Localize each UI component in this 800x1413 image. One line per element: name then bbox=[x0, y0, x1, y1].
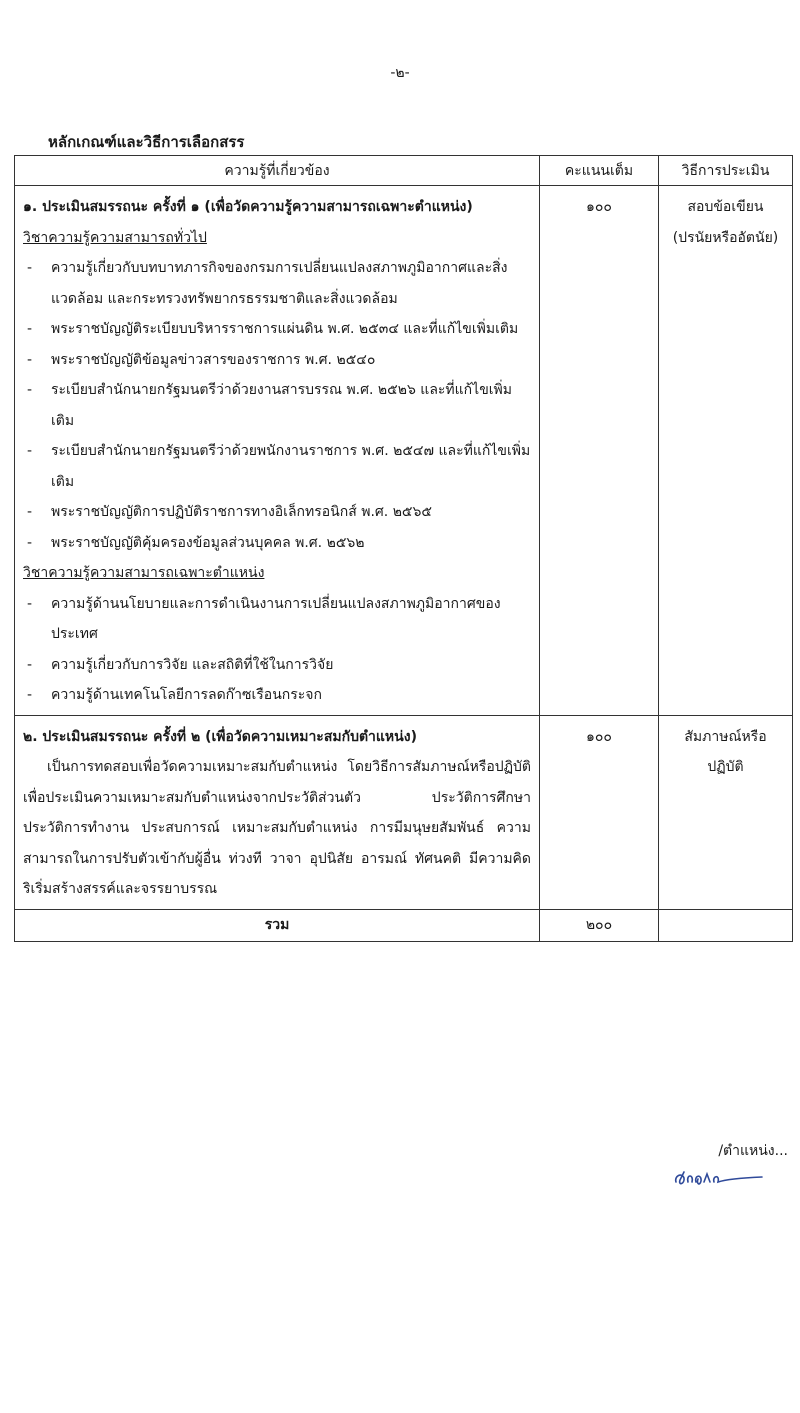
total-label: รวม bbox=[15, 909, 540, 941]
page-number: -๒- bbox=[390, 65, 410, 81]
section1-method: สอบข้อเขียน (ปรนัยหรืออัตนัย) bbox=[672, 199, 779, 246]
header-knowledge: ความรู้ที่เกี่ยวข้อง bbox=[15, 156, 540, 186]
header-method: วิธีการประเมิน bbox=[659, 156, 793, 186]
list-item: - ความรู้เกี่ยวกับการวิจัย และสถิติที่ใช้ในการวิจัย bbox=[27, 656, 334, 673]
total-row bbox=[15, 909, 793, 941]
section1-score-cell bbox=[540, 186, 659, 716]
list-item: - พระราชบัญญัติคุ้มครองข้อมูลส่วนบุคคล พ.ศ. ๒๕๖๒ bbox=[27, 534, 365, 551]
specific-knowledge-title: วิชาความรู้ความสามารถเฉพาะตำแหน่ง bbox=[23, 565, 265, 581]
section1-method-cell bbox=[659, 186, 793, 716]
criteria-table bbox=[14, 155, 793, 942]
list-item: - ระเบียบสำนักนายกรัฐมนตรีว่าด้วยพนักงานราชการ พ.ศ. ๒๕๔๗ และที่แก้ไขเพิ่มเติม bbox=[27, 443, 531, 490]
total-score: ๒๐๐ bbox=[540, 909, 659, 941]
section-heading: หลักเกณฑ์และวิธีการเลือกสรร bbox=[48, 133, 245, 151]
section1-content bbox=[15, 186, 540, 716]
list-item: - ระเบียบสำนักนายกรัฐมนตรีว่าด้วยงานสารบรรณ พ.ศ. ๒๕๒๖ และที่แก้ไขเพิ่มเติม bbox=[27, 382, 513, 429]
section1-title: ๑. ประเมินสมรรถนะ ครั้งที่ ๑ (เพื่อวัดความรู้ความสามารถเฉพาะตำแหน่ง) bbox=[23, 199, 473, 215]
table-header-row bbox=[15, 156, 793, 186]
section2-score: ๑๐๐ bbox=[586, 728, 612, 745]
section2-title: ๒. ประเมินสมรรถนะ ครั้งที่ ๒ (เพื่อวัดความเหมาะสมกับตำแหน่ง) bbox=[23, 728, 417, 745]
header-full-score: คะแนนเต็ม bbox=[540, 156, 659, 186]
continuation-text: /ตำแหน่ง... bbox=[718, 1143, 788, 1159]
list-item: - ความรู้ด้านนโยบายและการดำเนินงานการเปลี่ยนแปลงสภาพภูมิอากาศของประเทศ bbox=[27, 595, 501, 642]
section2-content bbox=[15, 715, 540, 909]
table-row bbox=[15, 715, 793, 909]
list-item: - ความรู้ด้านเทคโนโลยีการลดก๊าซเรือนกระจก bbox=[27, 687, 322, 703]
section2-method-cell bbox=[659, 715, 793, 909]
signature-icon bbox=[670, 1162, 770, 1192]
general-knowledge-title: วิชาความรู้ความสามารถทั่วไป bbox=[23, 229, 207, 246]
signature bbox=[670, 1162, 770, 1196]
list-item: - พระราชบัญญัติการปฏิบัติราชการทางอิเล็กทรอนิกส์ พ.ศ. ๒๕๖๕ bbox=[27, 504, 432, 520]
section1-score: ๑๐๐ bbox=[586, 199, 612, 215]
section2-description: เป็นการทดสอบเพื่อวัดความเหมาะสมกับตำแหน่ง โดยวิธีการสัมภาษณ์หรือปฏิบัติ เพื่อประเมินความเหมาะสมกับตำแหน่งจากประวัติส่วนตัว ประวัติการศึกษา ประวัติการทำงาน ประสบการณ์ เหมาะสมกับตำแหน่ง การมีมนุษยสัมพันธ์ ความสามารถในการปรับตัวเข้ากับผู้อื่น ท่วงที วาจา อุปนิสัย อารมณ์ ทัศนคติ มีความคิดริเริ่มสร้างสรรค์และจรรยาบรรณ bbox=[23, 759, 531, 897]
list-item: - พระราชบัญญัติข้อมูลข่าวสารของราชการ พ.ศ. ๒๕๔๐ bbox=[27, 351, 376, 368]
table-row bbox=[15, 186, 793, 716]
section2-method: สัมภาษณ์หรือปฏิบัติ bbox=[684, 728, 767, 775]
list-item: - พระราชบัญญัติระเบียบบริหารราชการแผ่นดิน พ.ศ. ๒๕๓๔ และที่แก้ไขเพิ่มเติม bbox=[27, 321, 519, 337]
list-item: - ความรู้เกี่ยวกับบทบาทภารกิจของกรมการเปลี่ยนแปลงสภาพภูมิอากาศและสิ่งแวดล้อม และกระทรวงทรัพยากรธรรมชาติและสิ่งแวดล้อม bbox=[27, 260, 508, 307]
section2-score-cell bbox=[540, 715, 659, 909]
total-method bbox=[659, 909, 793, 941]
